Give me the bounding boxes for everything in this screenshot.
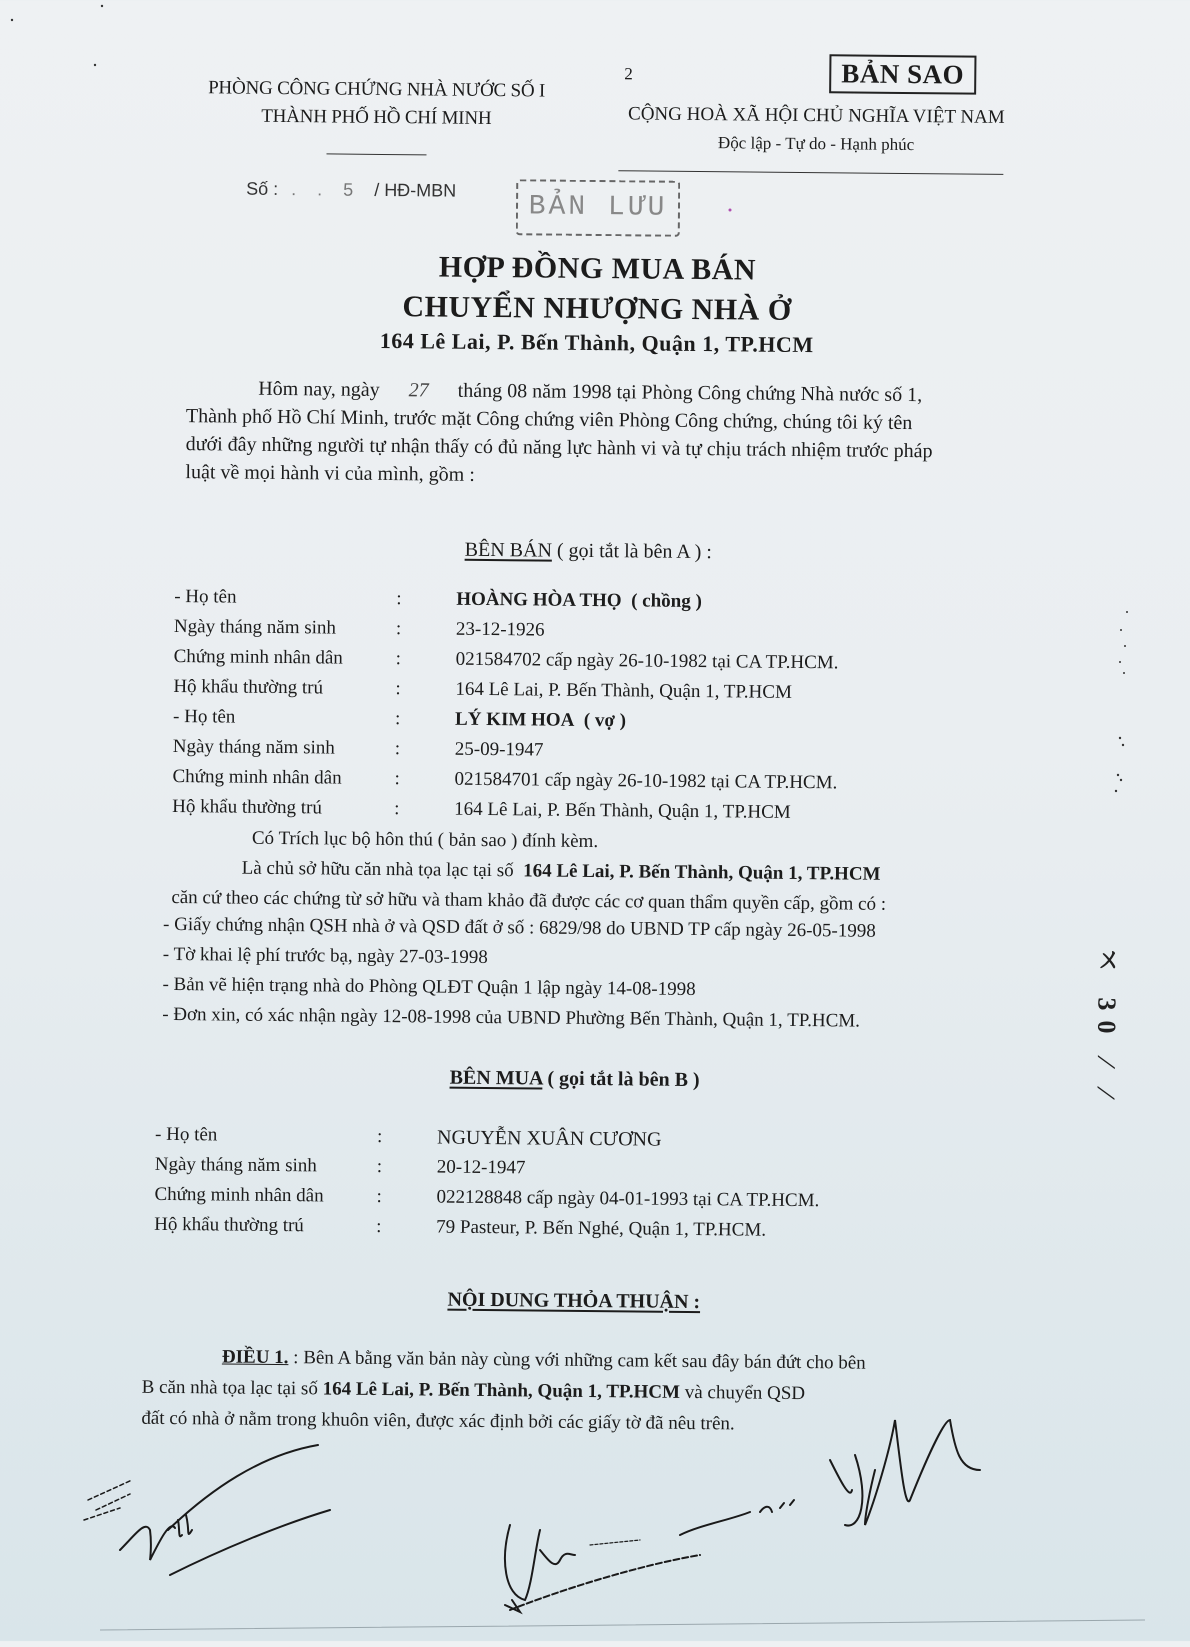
seller-heading-note: ( gọi tắt là bên A ) : — [556, 539, 713, 564]
field-colon: : — [376, 1155, 383, 1178]
page-number: 2 — [624, 64, 633, 84]
ownership-basis: căn cứ theo các chứng từ sở hữu và tham khảo đã được các cơ quan thẩm quyền cấp, gồm có : — [171, 886, 887, 915]
office-line-2: THÀNH PHỐ HỒ CHÍ MINH — [261, 105, 492, 130]
seller-heading-label: BÊN BÁN — [464, 538, 553, 562]
field-label: Hộ khẩu thường trú — [173, 675, 324, 699]
field-label: Ngày tháng năm sinh — [154, 1153, 317, 1177]
buyer-id: 022128848 cấp ngày 04-01-1993 tại CA TP.HCM. — [436, 1186, 820, 1212]
field-colon: : — [395, 648, 402, 670]
intro-line-2: Thành phố Hồ Chí Minh, trước mặt Công chứng viên Phòng Công chứng, chúng tôi ký tên — [185, 405, 913, 435]
document-title-line-1: HỢP ĐỒNG MUA BÁN — [438, 250, 757, 287]
signature-left-icon — [84, 1480, 132, 1520]
doc-no-suffix: / HĐ-MBN — [374, 179, 457, 201]
intro-prefix: Hôm nay, ngày — [258, 377, 380, 401]
doc-no-label: Số : — [246, 178, 279, 199]
field-label: Chứng minh nhân dân — [172, 765, 342, 789]
field-label: Ngày tháng năm sinh — [173, 615, 337, 639]
seller2-dob: 25-09-1947 — [454, 738, 544, 761]
office-line-1: PHÒNG CÔNG CHỨNG NHÀ NƯỚC SỐ I — [208, 77, 546, 102]
seller1-dob: 23-12-1926 — [455, 618, 545, 641]
property-address-title: 164 Lê Lai, P. Bến Thành, Quận 1, TP.HCM — [379, 327, 814, 358]
buyer-name: NGUYỄN XUÂN CƯƠNG — [436, 1126, 662, 1151]
handwritten-day: 27 — [408, 379, 429, 402]
marriage-note: Có Trích lục bộ hôn thú ( bản sao ) đính kèm. — [251, 827, 599, 853]
national-motto: Độc lập - Tự do - Hạnh phúc — [717, 133, 915, 155]
seller1-id: 021584702 cấp ngày 26-10-1982 tại CA TP.HCM. — [455, 648, 839, 674]
intro-line-4: luật về mọi hành vi của mình, gồm : — [185, 461, 475, 486]
field-colon: : — [376, 1215, 382, 1238]
article-1-text-3: đất có nhà ở nằm trong khuôn viên, được xác định bởi các giấy tờ đã nêu trên. — [141, 1407, 735, 1435]
republic-name: CỘNG HOÀ XÃ HỘI CHỦ NGHĨA VIỆT NAM — [627, 103, 1005, 128]
signature-left-icon — [120, 1515, 192, 1560]
document-list-item: - Giấy chứng nhận QSH nhà ở và QSD đất ở số : 6829/98 do UBND TP cấp ngày 26-05-1998 — [163, 913, 876, 942]
field-colon: : — [396, 588, 402, 610]
field-label: Hộ khẩu thường trú — [172, 795, 322, 819]
field-colon: : — [376, 1125, 383, 1148]
document-list-item: - Đơn xin, có xác nhận ngày 12-08-1998 của UBND Phường Bến Thành, Quận 1, TP.HCM. — [162, 1003, 861, 1032]
seller1-address: 164 Lê Lai, P. Bến Thành, Quận 1, TP.HCM — [455, 678, 793, 703]
margin-handwritten-note: ㄨ 30 ⁄ ⁄ — [1091, 944, 1122, 1106]
buyer-address: 79 Pasteur, P. Bến Nghé, Quận 1, TP.HCM. — [436, 1216, 767, 1241]
field-colon: : — [395, 678, 401, 700]
document-list-item: - Tờ khai lệ phí trước bạ, ngày 27-03-1998 — [162, 943, 488, 969]
ownership-address: 164 Lê Lai, P. Bến Thành, Quận 1, TP.HCM — [523, 860, 881, 885]
seller2-name: LÝ KIM HOA ( vợ ) — [454, 708, 627, 732]
field-label: Hộ khẩu thường trú — [154, 1213, 304, 1237]
field-colon: : — [394, 738, 401, 760]
field-colon: : — [394, 798, 400, 820]
signature-right-icon — [505, 1525, 575, 1600]
archive-stamp: BẢN LƯU — [516, 179, 681, 237]
field-label: - Họ tên — [174, 585, 237, 608]
article-1-text-1: : Bên A bằng văn bản này cùng với những cam kết sau đây bán đứt cho bên — [288, 1347, 866, 1374]
field-label: Ngày tháng năm sinh — [172, 735, 335, 759]
article-1-address: 164 Lê Lai, P. Bến Thành, Quận 1, TP.HCM — [322, 1378, 681, 1403]
article-1-label: ĐIỀU 1. — [221, 1346, 289, 1369]
buyer-dob: 20-12-1947 — [436, 1156, 526, 1179]
intro-line-3: dưới đây những người tự nhận thấy có đủ năng lực hành vi và tự chịu trách nhiệm trước pháp — [185, 433, 933, 463]
buyer-heading-label: BÊN MUA — [449, 1066, 543, 1090]
agreement-heading-label: NỘI DUNG THỎA THUẬN : — [447, 1288, 701, 1314]
field-label: Chứng minh nhân dân — [173, 645, 343, 669]
field-colon: : — [395, 618, 402, 640]
field-colon: : — [394, 768, 400, 790]
seller2-id: 021584701 cấp ngày 26-10-1982 tại CA TP.HCM. — [454, 768, 838, 794]
seller2-address: 164 Lê Lai, P. Bến Thành, Quận 1, TP.HCM — [454, 798, 791, 823]
article-1-text-2a: B căn nhà tọa lạc tại số — [141, 1376, 323, 1400]
ownership-prefix: Là chủ sở hữu căn nhà tọa lạc tại số — [241, 857, 514, 882]
doc-no-value: . . 5 — [291, 179, 362, 200]
field-colon: : — [376, 1185, 382, 1208]
field-label: - Họ tên — [154, 1123, 218, 1146]
copy-stamp: BẢN SAO — [829, 54, 976, 94]
article-1-text-2b: và chuyển QSD — [679, 1381, 806, 1405]
intro-rest-line-1: tháng 08 năm 1998 tại Phòng Công chứng Nhà nước số 1, — [457, 379, 923, 407]
buyer-heading-note: ( gọi tắt là bên B ) — [547, 1067, 700, 1092]
field-label: Chứng minh nhân dân — [154, 1183, 324, 1207]
seller1-name: HOÀNG HÒA THỌ ( chồng ) — [456, 588, 702, 613]
document-list-item: - Bản vẽ hiện trạng nhà do Phòng QLĐT Quận 1 lập ngày 14-08-1998 — [162, 973, 696, 1001]
field-label: - Họ tên — [173, 705, 236, 728]
field-colon: : — [394, 708, 401, 730]
document-title-line-2: CHUYỂN NHƯỢNG NHÀ Ở — [402, 290, 792, 327]
